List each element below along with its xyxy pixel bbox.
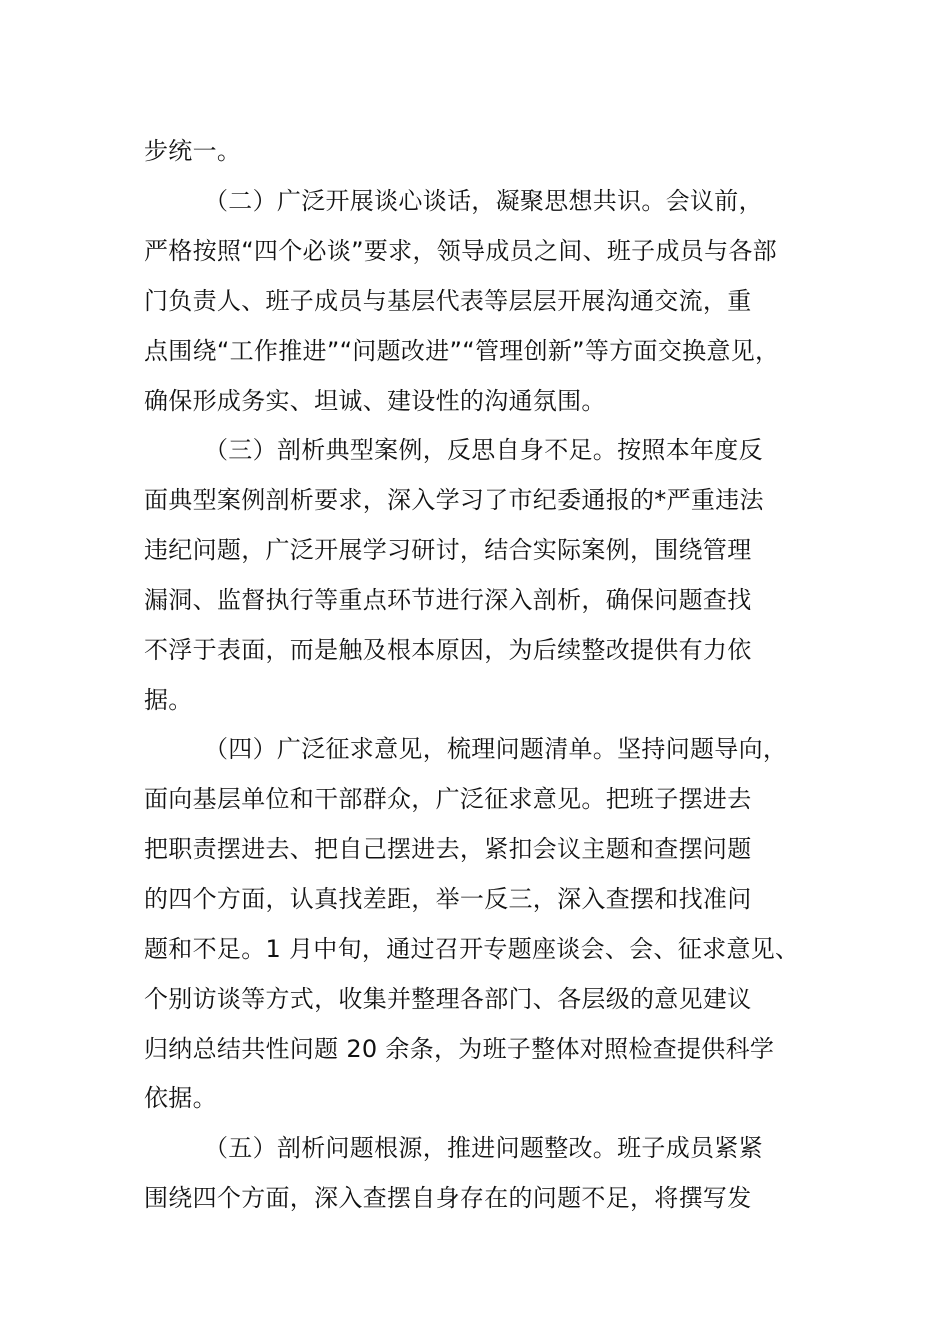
text-line: 确保形成务实、坦诚、建设性的沟通氛围。 [144,387,606,415]
text-line: 把职责摆进去、把自己摆进去，紧扣会议主题和查摆问题 [144,835,752,863]
text-line: 的四个方面，认真找差距，举一反三，深入查摆和找准问 [144,885,752,913]
text-line: 归纳总结共性问题 20 余条，为班子整体对照检查提供科学 [144,1035,775,1063]
text-line: 题和不足。1 月中旬，通过召开专题座谈会、会、征求意见、 [144,935,800,963]
section-heading-4: （四）广泛征求意见，梳理问题清单。坚持问题导向， [204,735,788,763]
text-line: 步统一。 [144,137,242,165]
text-line: 面向基层单位和干部群众，广泛征求意见。把班子摆进去 [144,785,752,813]
text-line: 严格按照“四个必谈”要求，领导成员之间、班子成员与各部 [144,237,777,265]
text-line: 依据。 [144,1084,217,1112]
text-line: 违纪问题，广泛开展学习研讨，结合实际案例，围绕管理 [144,536,752,564]
text-line: 面典型案例剖析要求，深入学习了市纪委通报的*严重违法 [144,486,764,514]
text-line: 点围绕“工作推进”“问题改进”“管理创新”等方面交换意见， [144,337,780,365]
text-line: 据。 [144,686,193,714]
text-line: 漏洞、监督执行等重点环节进行深入剖析，确保问题查找 [144,586,752,614]
section-heading-5: （五）剖析问题根源，推进问题整改。班子成员紧紧 [204,1134,763,1162]
text-line: 不浮于表面，而是触及根本原因，为后续整改提供有力依 [144,636,752,664]
text-line: 围绕四个方面，深入查摆自身存在的问题不足，将撰写发 [144,1184,752,1212]
section-heading-3: （三）剖析典型案例，反思自身不足。按照本年度反 [204,436,763,464]
text-line: 个别访谈等方式，收集并整理各部门、各层级的意见建议 [144,985,752,1013]
text-line: 门负责人、班子成员与基层代表等层层开展沟通交流，重 [144,287,752,315]
section-heading-2: （二）广泛开展谈心谈话，凝聚思想共识。会议前， [204,187,763,215]
